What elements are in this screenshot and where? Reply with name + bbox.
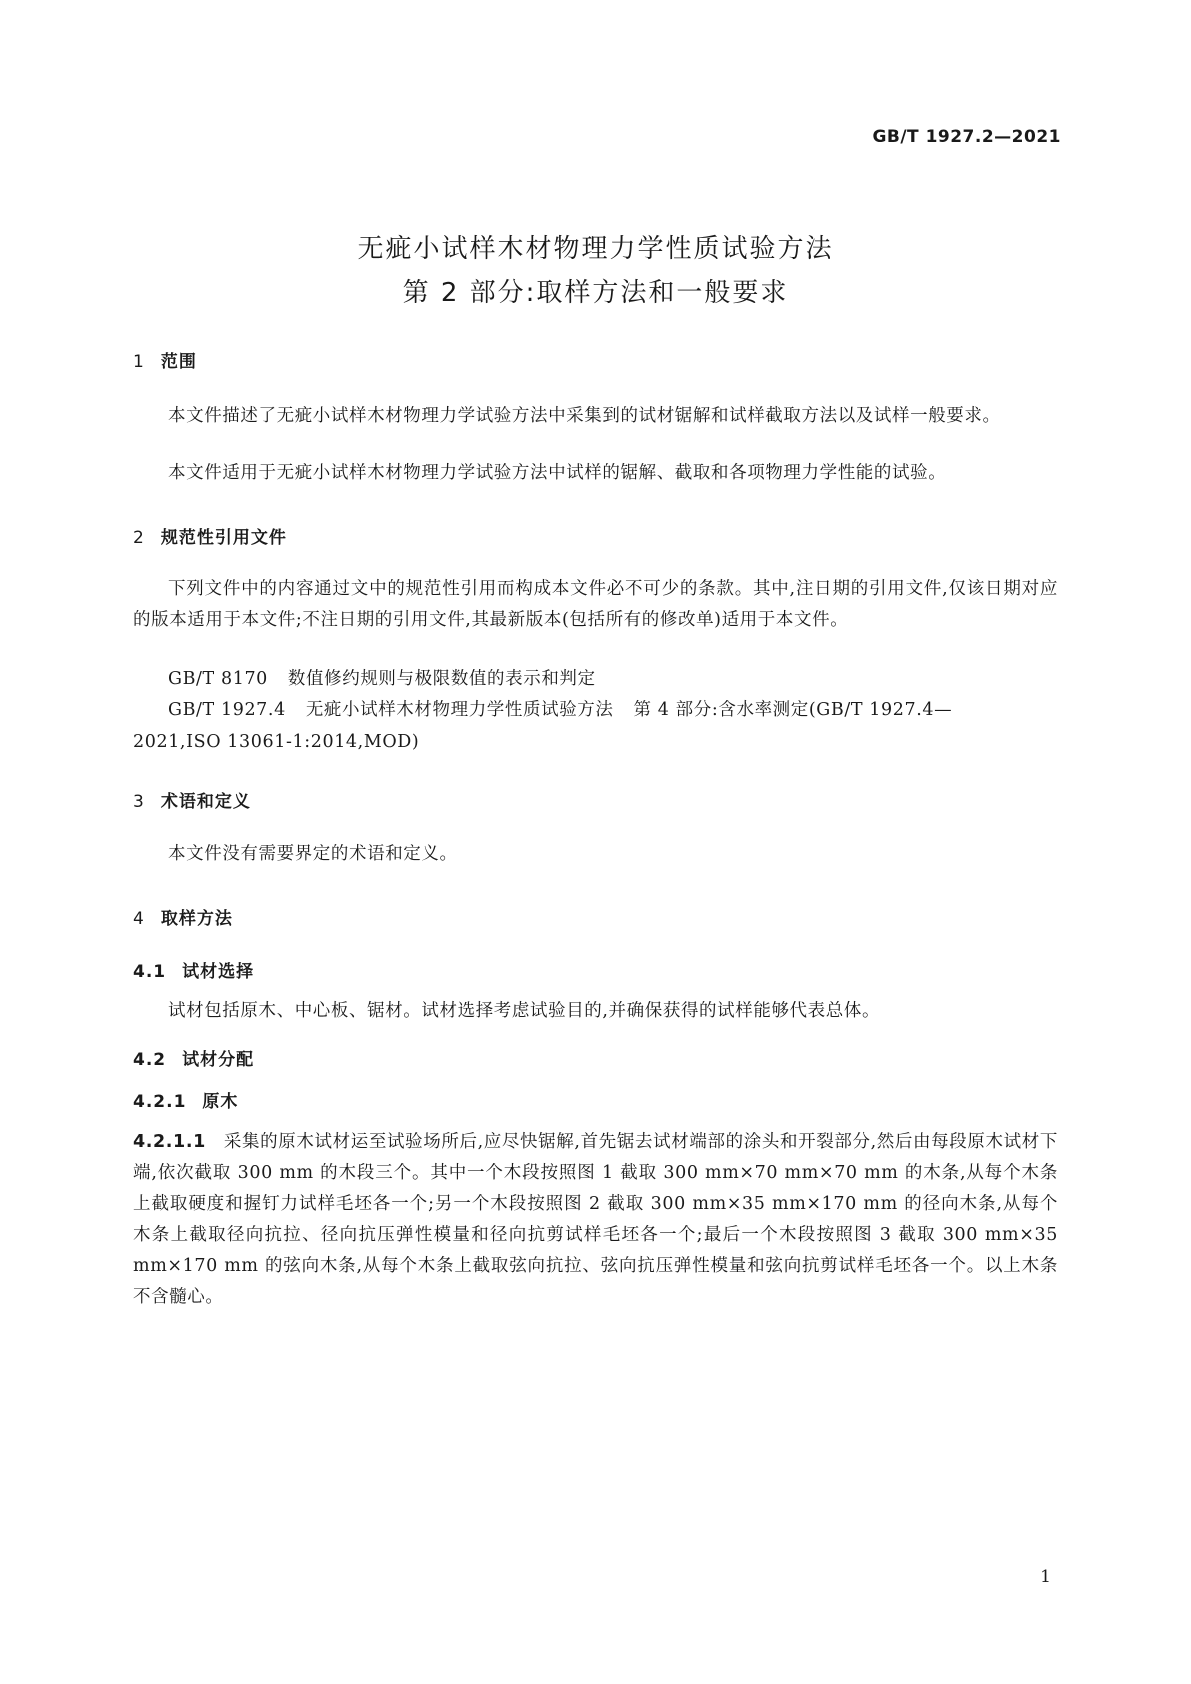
section-4-2-1-1-paragraph xyxy=(133,1127,1058,1313)
section-4-1-heading xyxy=(133,957,254,982)
section-1-paragraph-1: 本文件描述了无疵小试样木材物理力学试验方法中采集到的试材锯解和试样截取方法以及试样一般要求。 xyxy=(168,406,1001,426)
document-title-line1: 无疵小试样木材物理力学性质试验方法 xyxy=(357,234,834,264)
section-number: 1 xyxy=(133,352,145,372)
section-2-paragraph-1: 下列文件中的内容通过文中的规范性引用而构成本文件必不可少的条款。其中,注日期的引用文件,仅该日期对应的版本适用于本文件;不注日期的引用文件,其最新版本(包括所有的修改单)适用于本文件。 xyxy=(133,579,1058,630)
section-3-heading xyxy=(133,787,251,812)
section-number: 4 xyxy=(133,909,145,929)
section-4-2-1-heading xyxy=(133,1087,238,1112)
page-number: 1 xyxy=(1040,1567,1051,1587)
reference-2-continuation: 2021,ISO 13061-1:2014,MOD) xyxy=(133,732,420,752)
document-title-line2: 第 2 部分:取样方法和一般要求 xyxy=(402,278,789,308)
section-3-paragraph-1: 本文件没有需要界定的术语和定义。 xyxy=(168,844,458,864)
paragraph-text: 采集的原木试材运至试验场所后,应尽快锯解,首先锯去试材端部的涂头和开裂部分,然后由每段原木试材下端,依次截取 300 mm 的木段三个。其中一个木段按照图 1 截取 300 mm×70 mm×70 mm 的木条,从每个木条上截取硬度和握钉力试样毛坯各一个;另一个木段按照图 2 截取 300 mm×35 mm×170 mm 的径向木条,从每个木条上截取径向抗拉、径向抗压弹性模量和径向抗剪试样毛坯各一个;最后一个木段按照图 3 截取 300 mm×35 mm×170 mm 的弦向木条,从每个木条上截取弦向抗拉、弦向抗压弹性模量和弦向抗剪试样毛坯各一个。以上木条不含髓心。 xyxy=(133,1132,1058,1307)
section-number: 4.2.1 xyxy=(133,1092,187,1112)
section-number: 3 xyxy=(133,792,145,812)
section-title: 取样方法 xyxy=(160,909,233,929)
reference-1 xyxy=(168,665,596,690)
section-1-paragraph-2: 本文件适用于无疵小试样木材物理力学试验方法中试样的锯解、截取和各项物理力学性能的试验。 xyxy=(168,463,947,483)
section-number: 4.1 xyxy=(133,962,167,982)
section-title: 原木 xyxy=(202,1092,239,1112)
section-4-1-paragraph: 试材包括原木、中心板、锯材。试材选择考虑试验目的,并确保获得的试样能够代表总体。 xyxy=(168,1001,881,1021)
reference-code: GB/T 8170 xyxy=(168,669,268,689)
section-number: 4.2.1.1 xyxy=(133,1132,206,1152)
reference-title: 数值修约规则与极限数值的表示和判定 xyxy=(287,669,596,689)
section-title: 规范性引用文件 xyxy=(160,528,287,548)
section-title: 试材选择 xyxy=(182,962,255,982)
section-2-heading xyxy=(133,523,287,548)
reference-part: 第 4 部分:含水率测定(GB/T 1927.4— xyxy=(633,700,953,720)
reference-code: GB/T 1927.4 xyxy=(168,700,286,720)
section-number: 2 xyxy=(133,528,145,548)
reference-2 xyxy=(168,696,952,721)
section-4-2-heading xyxy=(133,1045,254,1070)
section-1-heading xyxy=(133,347,197,372)
section-title: 术语和定义 xyxy=(160,792,251,812)
standard-code: GB/T 1927.2—2021 xyxy=(872,127,1061,147)
section-title: 范围 xyxy=(160,352,197,372)
section-number: 4.2 xyxy=(133,1050,167,1070)
section-4-heading xyxy=(133,904,233,929)
section-title: 试材分配 xyxy=(182,1050,255,1070)
reference-title: 无疵小试样木材物理力学性质试验方法 xyxy=(305,700,614,720)
